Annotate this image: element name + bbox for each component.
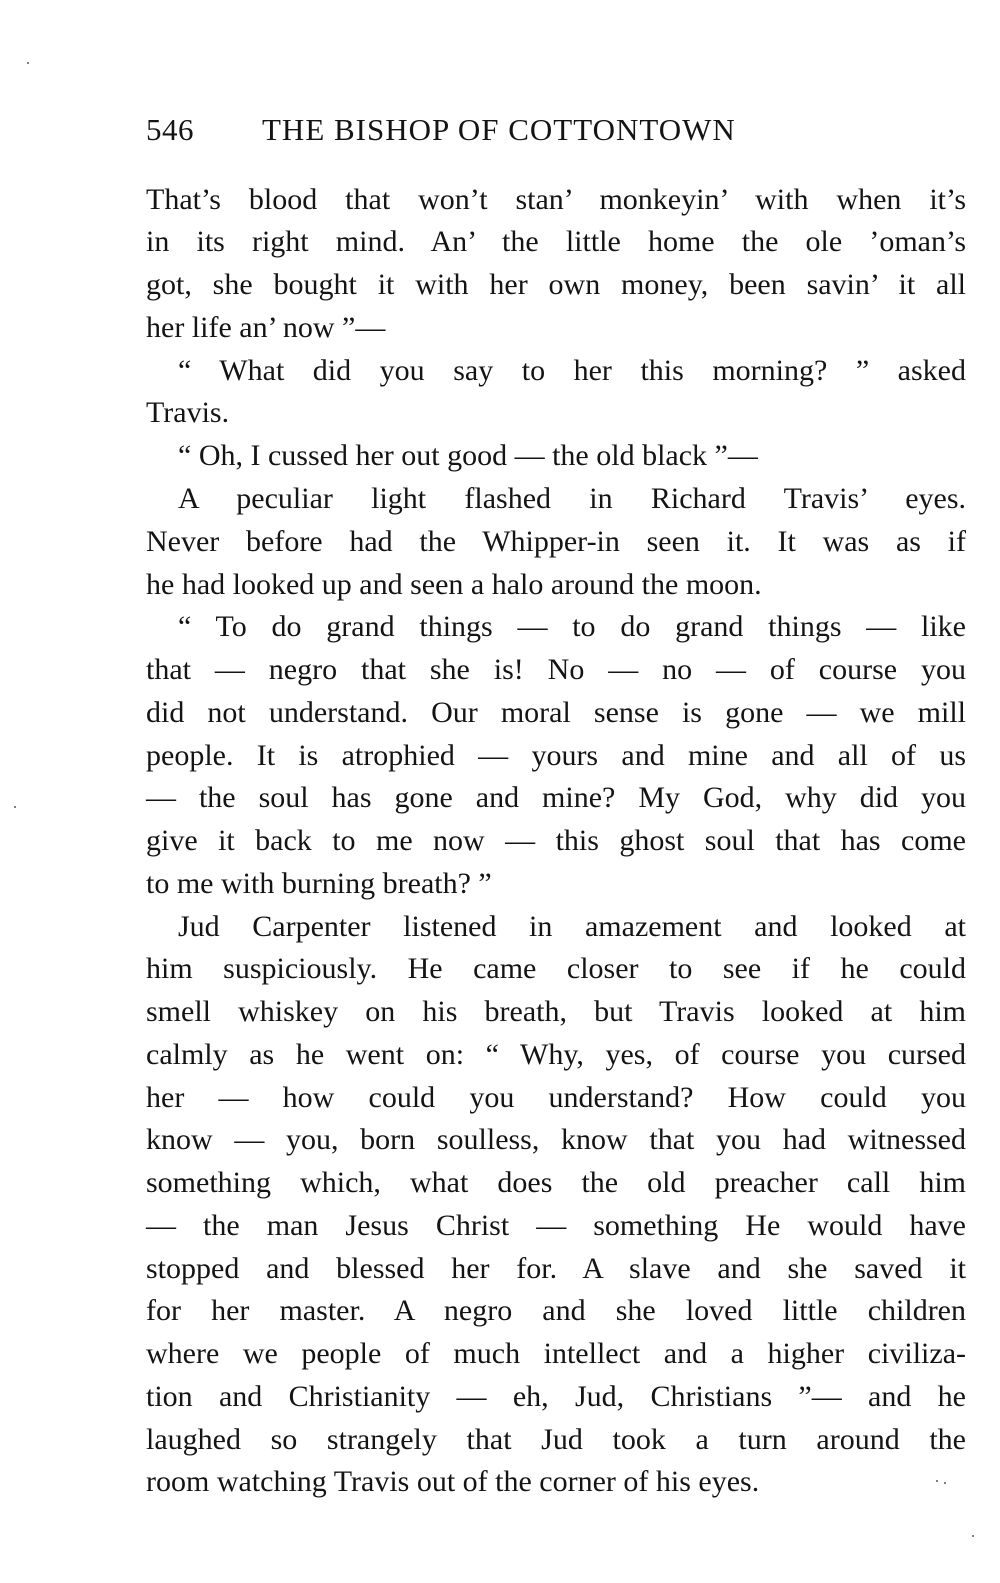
text-line: in its right mind. An’ the little home the ole ’oman’s xyxy=(146,225,966,258)
page-number: 546 xyxy=(146,112,194,147)
text-line: give it back to me now — this ghost soul that has come xyxy=(146,824,966,857)
text-line: tion and Christianity — eh, Jud, Christians ”— and he xyxy=(146,1380,966,1413)
text-line: Never before had the Whipper-in seen it. It was as if xyxy=(146,525,966,558)
text-line: room watching Travis out of the corner of his eyes. xyxy=(146,1465,760,1498)
text-line: Jud Carpenter listened in amazement and looked at xyxy=(178,910,966,943)
text-line: — the man Jesus Christ — something He would have xyxy=(146,1209,966,1242)
running-header xyxy=(146,112,966,156)
scan-speck xyxy=(14,806,16,808)
text-line: for her master. A negro and she loved little children xyxy=(146,1294,966,1327)
text-line: stopped and blessed her for. A slave and she saved it xyxy=(146,1252,966,1285)
text-line: know — you, born soulless, know that you had witnessed xyxy=(146,1123,966,1156)
text-line: where we people of much intellect and a higher civiliza- xyxy=(146,1337,966,1370)
scan-speck xyxy=(944,1482,946,1484)
text-line: he had looked up and seen a halo around the moon. xyxy=(146,568,762,601)
text-line: to me with burning breath? ” xyxy=(146,867,492,900)
text-line: him suspiciously. He came closer to see if he could xyxy=(146,952,966,985)
text-line: Travis. xyxy=(146,396,230,429)
text-line: did not understand. Our moral sense is gone — we mill xyxy=(146,696,966,729)
text-line: — the soul has gone and mine? My God, why did you xyxy=(146,781,966,814)
scan-speck xyxy=(27,62,29,64)
text-line: calmly as he went on: “ Why, yes, of course you cursed xyxy=(146,1038,966,1071)
text-line: smell whiskey on his breath, but Travis looked at him xyxy=(146,995,966,1028)
text-line: got, she bought it with her own money, been savin’ it all xyxy=(146,268,966,301)
text-line: laughed so strangely that Jud took a turn around the xyxy=(146,1423,966,1456)
text-line: something which, what does the old preacher call him xyxy=(146,1166,966,1199)
scan-speck xyxy=(972,1535,974,1537)
text-line: “ Oh, I cussed her out good — the old black ”— xyxy=(178,439,758,472)
text-line: her life an’ now ”— xyxy=(146,311,386,344)
text-line: “ To do grand things — to do grand things — like xyxy=(178,610,966,643)
text-line: “ What did you say to her this morning? ” asked xyxy=(178,354,966,387)
text-line: That’s blood that won’t stan’ monkeyin’ with when it’s xyxy=(146,183,966,216)
text-line: people. It is atrophied — yours and mine and all of us xyxy=(146,739,966,772)
text-line: that — negro that she is! No — no — of course you xyxy=(146,653,966,686)
text-line: her — how could you understand? How could you xyxy=(146,1081,966,1114)
text-line: A peculiar light flashed in Richard Travis’ eyes. xyxy=(178,482,966,515)
scan-speck xyxy=(936,1480,938,1482)
running-title: THE BISHOP OF COTTONTOWN xyxy=(262,112,736,147)
